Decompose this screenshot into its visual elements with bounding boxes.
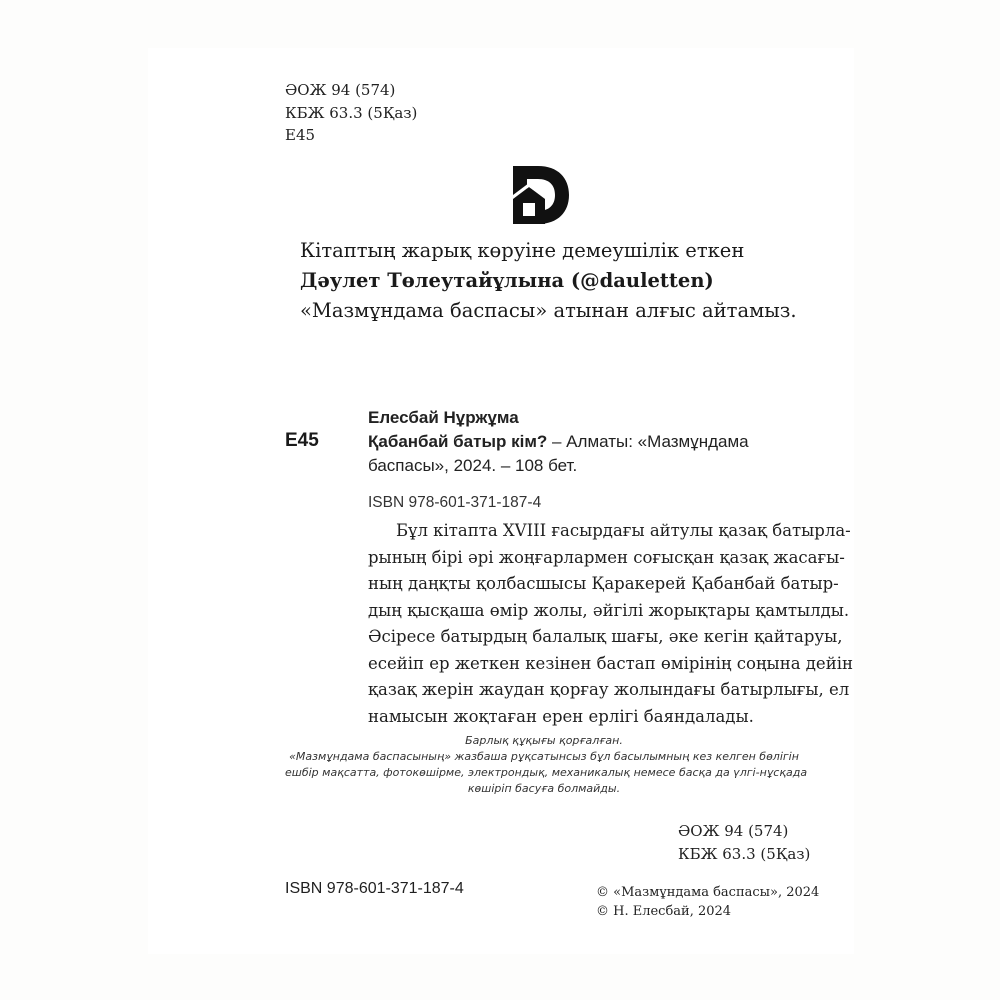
annotation-line: дың қысқаша өмір жолы, әйгілі жорықтары қамтылды. <box>368 600 850 620</box>
annotation-line: ның даңқты қолбасшысы Қаракерей Қабанбай батыр- <box>368 574 839 593</box>
annotation-line: қазақ жерін жаудан қорғау жолындағы батырлығы, ел <box>368 680 850 699</box>
book-annotation <box>368 518 853 730</box>
dedication-line-3: «Мазмұндама баспасы» атынан алғыс айтамыз. <box>300 299 797 322</box>
isbn-footer: ISBN 978-601-371-187-4 <box>285 880 464 897</box>
bbk-code-bottom: КБЖ 63.3 (5Қаз) <box>678 844 811 863</box>
annotation-line: есейіп ер жеткен кезінен бастап өмірінің соңына дейін <box>368 653 853 673</box>
annotation-line: Бұл кітапта XVIII ғасырдағы айтулы қазақ батырла- <box>396 521 851 540</box>
catalog-author: Елесбай Нұржұма <box>368 408 519 427</box>
sponsor-dedication <box>300 236 797 326</box>
classification-block-bottom <box>678 820 810 865</box>
dedication-line-1: Кітаптың жарық көруіне демеушілік еткен <box>300 239 745 262</box>
catalog-imprint: – Алматы: «Мазмұндама <box>547 432 749 451</box>
copyright-block <box>596 883 819 921</box>
udk-code: ӘОЖ 94 (574) <box>285 81 396 99</box>
udk-code-bottom: ӘОЖ 94 (574) <box>678 822 789 840</box>
catalog-card <box>368 406 808 515</box>
copyright-author: © Н. Елесбай, 2024 <box>596 904 732 919</box>
annotation-line: намысын жоқтаған ерен ерлігі баяндалады. <box>368 706 754 726</box>
annotation-line: Әсіресе батырдың балалық шағы, әке кегін қайтаруы, <box>368 627 843 646</box>
rights-line: ешбір мақсатта, фотокөшірме, электрондық, механикалық немесе басқа да үлгі-нұсқада <box>285 766 808 779</box>
annotation-line: рының бірі әрі жоңғарлармен соғысқан қазақ жасағы- <box>368 547 845 567</box>
author-mark: Е45 <box>285 126 316 144</box>
publisher-d-house-logo <box>511 164 571 226</box>
copyright-publisher: © «Мазмұндама баспасы», 2024 <box>596 885 820 900</box>
catalog-imprint-line-2: баспасы», 2024. – 108 бет. <box>368 456 578 475</box>
rights-line: «Мазмұндама баспасының» жазбаша рұқсатынсыз бұл басылымның кез келген бөлігін <box>289 750 799 763</box>
dedication-sponsor-name: Дәулет Төлеутайұлына (@dauletten) <box>300 269 714 292</box>
bbk-code: КБЖ 63.3 (5Қаз) <box>285 103 418 122</box>
catalog-isbn: ISBN 978-601-371-187-4 <box>368 494 542 511</box>
catalog-title: Қабанбай батыр кім? <box>368 432 548 451</box>
catalog-title-line <box>368 430 808 454</box>
catalog-code: Е45 <box>285 430 319 451</box>
rights-line: көшіріп басуға болмайды. <box>467 782 621 795</box>
rights-notice <box>285 733 808 797</box>
rights-line: Барлық құқығы қорғалған. <box>465 734 623 747</box>
classification-block-top <box>285 79 417 147</box>
